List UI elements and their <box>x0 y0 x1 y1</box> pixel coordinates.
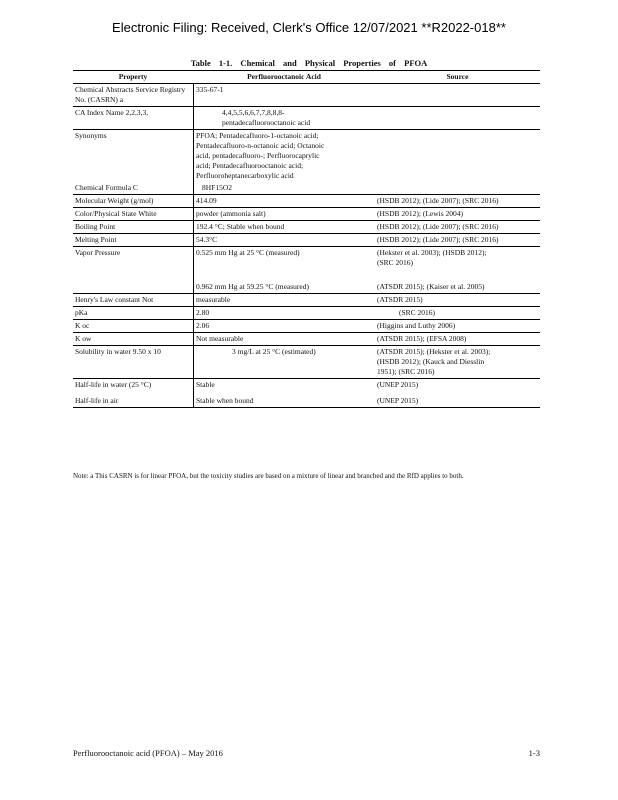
table-row <box>73 208 540 221</box>
column-header: Perfluorooctanoic Acid <box>247 72 321 81</box>
value-cell: 192.4 °C; Stable when bound <box>193 221 375 233</box>
value-cell: 4,4,5,5,6,6,7,7,8,8,8- pentadecafluorooctanoic acid <box>193 107 375 129</box>
property-cell: K ow <box>75 334 92 343</box>
value-cell: 0.962 mm Hg at 59.25 °C (measured) <box>193 281 375 293</box>
property-cell: Color/Physical State White <box>75 209 157 218</box>
filing-header: Electronic Filing: Received, Clerk's Office 12/07/2021 **R2022-018** <box>112 20 506 35</box>
value-cell: 335-67-1 <box>193 84 375 106</box>
table-row <box>73 107 540 130</box>
value-cell: 2.06 <box>193 320 375 332</box>
footer-title: Perfluorooctanoic acid (PFOA) – May 2016 <box>73 748 223 758</box>
source-cell: (Higgins and Luthy 2006) <box>377 321 456 330</box>
table-title: Table 1-1. Chemical and Physical Properties of PFOA <box>190 58 428 68</box>
value-cell: measurable <box>193 294 375 306</box>
page-number: 1-3 <box>528 748 540 758</box>
property-cell: Half-life in air <box>75 396 119 405</box>
source-cell: (Hekster et al. 2003); (HSDB 2012); (SRC 2016) <box>377 248 487 267</box>
source-cell: (HSDB 2012); (Lide 2007); (SRC 2016) <box>377 222 499 231</box>
table-row <box>73 247 540 269</box>
source-cell: (SRC 2016) <box>399 308 436 317</box>
table-row <box>73 395 540 408</box>
source-cell: (HSDB 2012); (Lide 2007); (SRC 2016) <box>377 235 499 244</box>
properties-table <box>73 70 540 408</box>
property-cell <box>73 281 193 293</box>
table-row <box>73 333 540 346</box>
property-cell: Synonyms <box>75 131 107 140</box>
source-cell <box>375 107 540 129</box>
property-cell: pKa <box>75 308 88 317</box>
table-row <box>73 294 540 307</box>
property-cell: Chemical Formula C <box>75 183 138 192</box>
source-cell: (HSDB 2012); (Lide 2007); (SRC 2016) <box>377 196 499 205</box>
property-cell: Half-life in water (25 °C) <box>75 380 152 389</box>
property-cell: Molecular Weight (g/mol) <box>75 196 154 205</box>
table-row <box>73 130 540 182</box>
value-cell: Not measurable <box>193 333 375 345</box>
source-cell: (UNEP 2015) <box>377 380 419 389</box>
table-header-row <box>73 70 540 84</box>
property-cell: Chemical Abstracts Service Registry No. (CASRN) a <box>75 85 186 104</box>
property-cell: Solubility in water 9.50 x 10 <box>75 347 161 356</box>
column-header: Source <box>446 72 469 81</box>
table-row <box>73 307 540 320</box>
table-row <box>73 84 540 107</box>
value-cell: powder (ammonia salt) <box>193 208 375 220</box>
table-row <box>73 346 540 379</box>
table-row <box>73 195 540 208</box>
table-note: Note: a This CASRN is for linear PFOA, but the toxicity studies are based on a mixture of linear and branched and the RfD applies to both. <box>73 472 464 480</box>
table-row <box>73 281 540 294</box>
source-cell <box>375 182 540 194</box>
table-row <box>73 234 540 247</box>
source-cell: (ATSDR 2015); (EFSA 2008) <box>377 334 467 343</box>
source-cell: (ATSDR 2015); (Hekster et al. 2003); (HSDB 2012); (Kauck and Diesslin 1951); (SRC 2016) <box>377 347 491 376</box>
property-cell: CA Index Name 2,2,3,3, <box>75 108 149 117</box>
source-cell: (HSDB 2012); (Lewis 2004) <box>377 209 464 218</box>
source-cell: (UNEP 2015) <box>377 396 419 405</box>
source-cell: (ATSDR 2015); (Kaiser et al. 2005) <box>377 282 485 291</box>
property-cell: K oc <box>75 321 90 330</box>
source-cell: (ATSDR 2015) <box>377 295 423 304</box>
value-cell: 414.09 <box>193 195 375 207</box>
value-cell: 0.525 mm Hg at 25 °C (measured) <box>193 247 375 269</box>
page-footer <box>73 748 540 758</box>
source-cell <box>375 130 540 182</box>
value-cell: PFOA; Pentadecafluoro-1-octanoic acid; Pentadecafluoro-n-octanoic acid; Octanoic acid, pentadecafluoro-; Perfluorocaprylic acid; Pentadecafluorooctanoic acid; Perfluoroheptanecarboxylic acid <box>193 130 375 182</box>
source-cell <box>375 84 540 106</box>
column-header: Property <box>118 72 148 81</box>
table-row <box>73 320 540 333</box>
property-cell: Boiling Point <box>75 222 116 231</box>
property-cell: Melting Point <box>75 235 117 244</box>
value-cell: 3 mg/L at 25 °C (estimated) <box>193 346 375 378</box>
value-cell: Stable when bound <box>193 395 375 407</box>
value-cell: Stable <box>193 379 375 391</box>
value-cell: 8HF15O2 <box>193 182 375 194</box>
property-cell: Vapor Pressure <box>75 248 121 257</box>
table-spacer <box>73 269 540 281</box>
table-row <box>73 182 540 195</box>
property-cell: Henry's Law constant Not <box>75 295 154 304</box>
value-cell: 54.3°C <box>193 234 375 246</box>
table-row <box>73 221 540 234</box>
value-cell: 2.80 <box>193 307 375 319</box>
table-row <box>73 379 540 391</box>
